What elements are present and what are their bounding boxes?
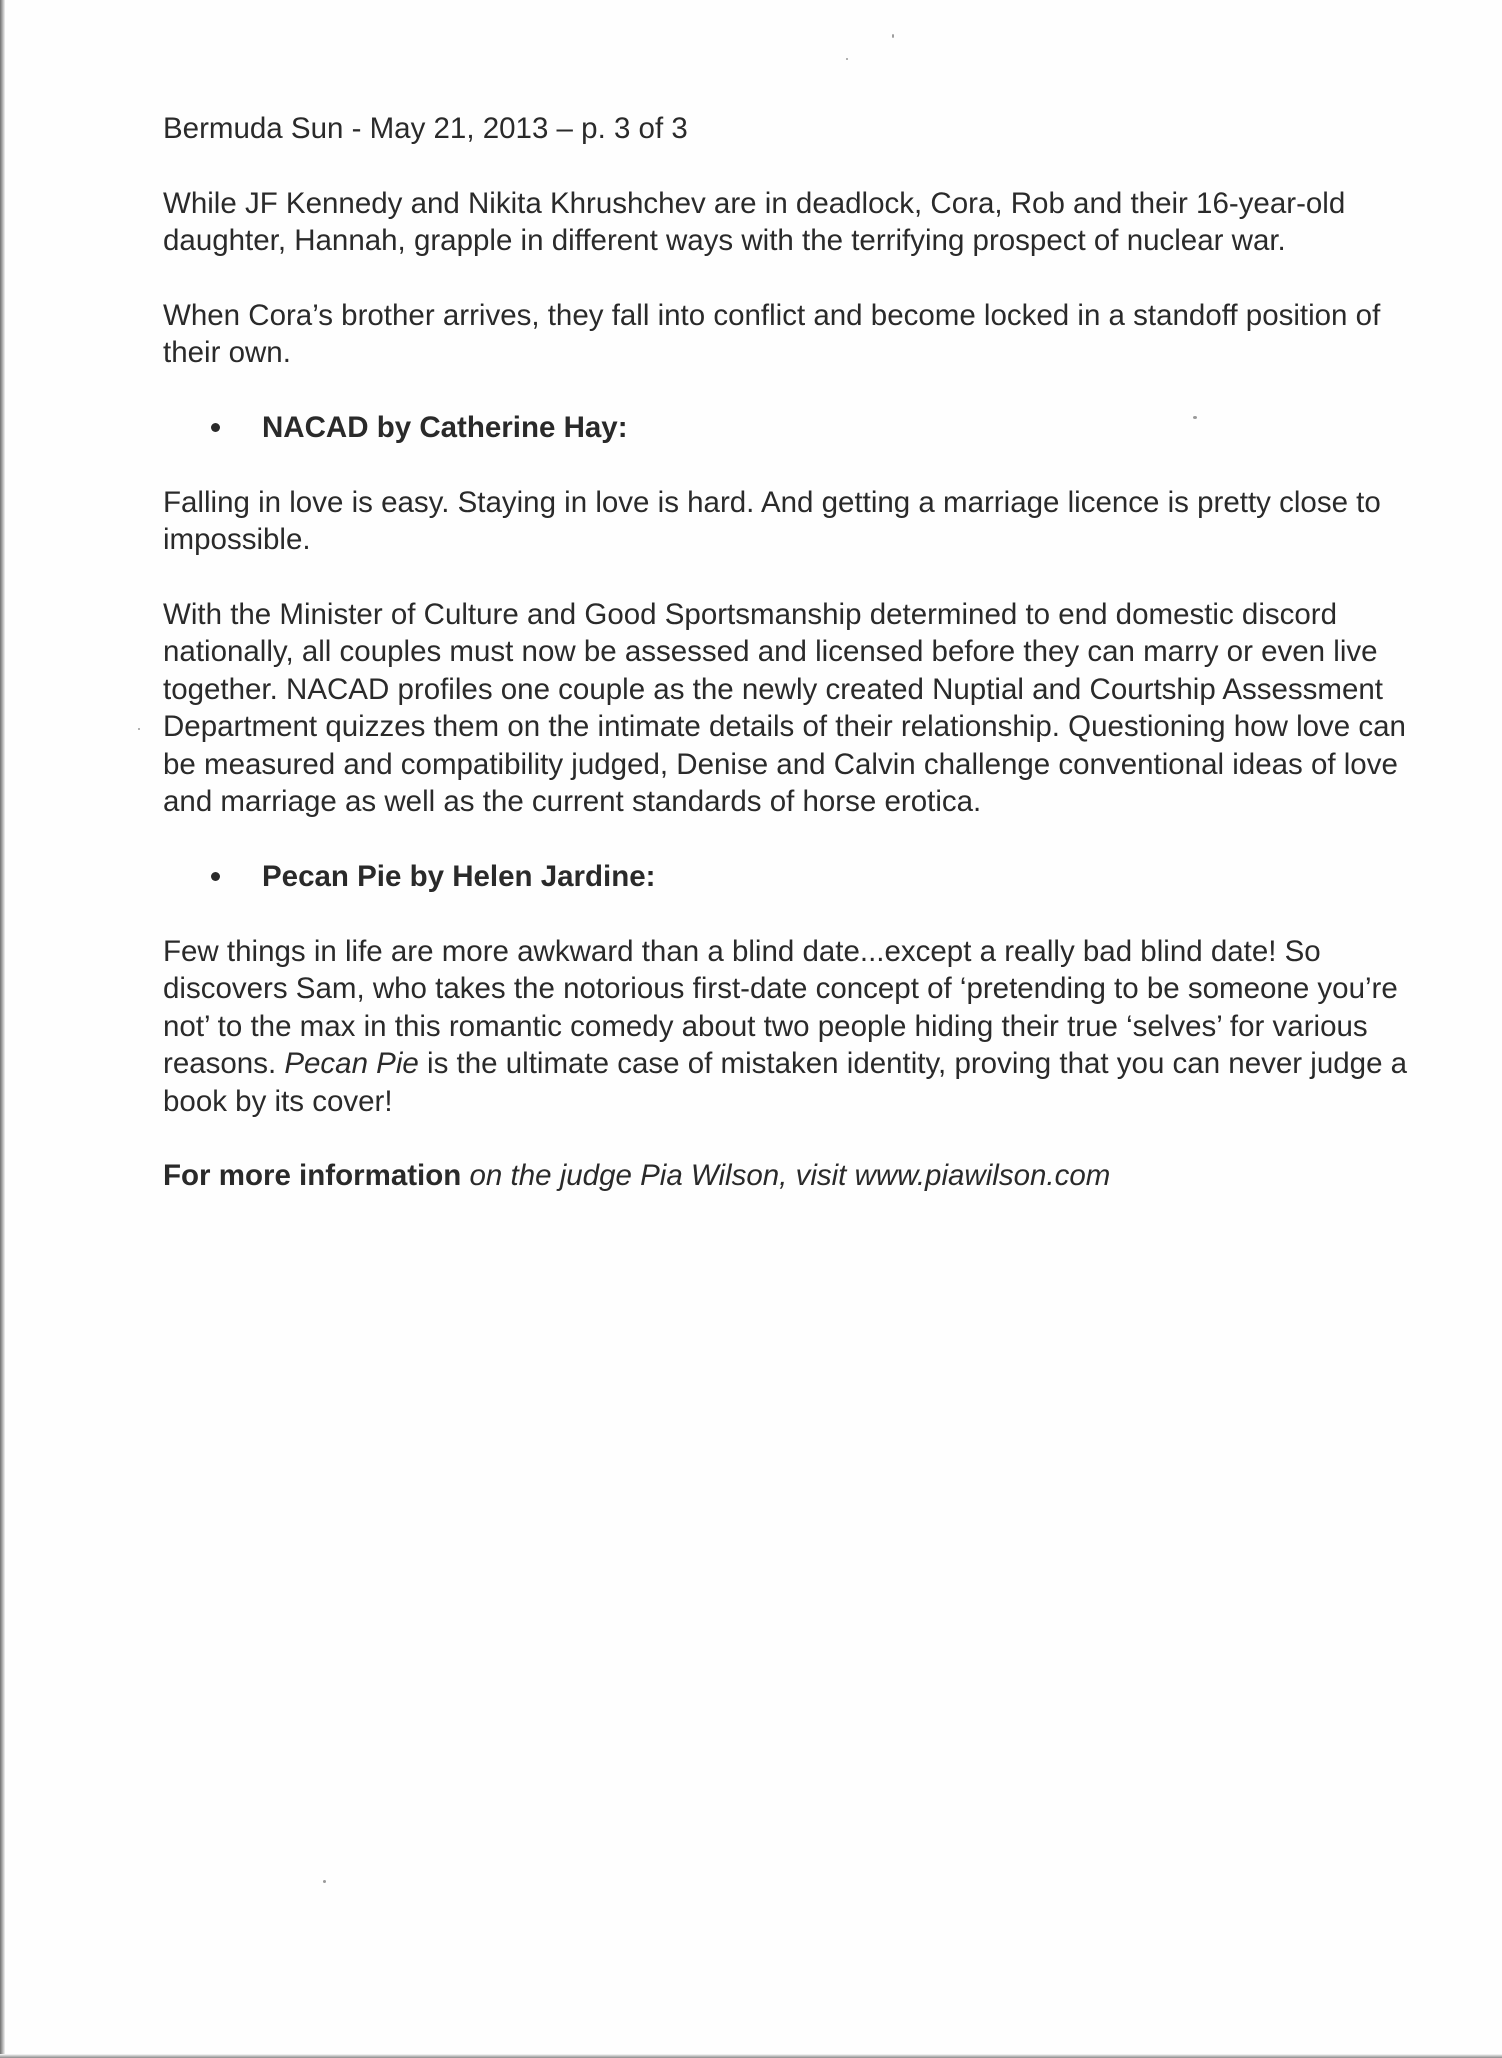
nacad-paragraph-2: With the Minister of Culture and Good Sportsmanship determined to end domestic discord nationally, all couples must now be assessed and licensed before they can marry or even live together. NACAD profiles one couple as the newly created Nuptial and Courtship Assessment Department quizzes them on the intimate details of their relationship. Questioning how love can be measured and compatibility judged, Denise and Calvin challenge conventional ideas of love and marriage as well as the current standards of horse erotica.	[163, 597, 1406, 818]
footer-bold-text: For more information	[163, 1159, 462, 1192]
pecan-pie-italic-title: Pecan Pie	[284, 1047, 419, 1080]
footer-italic-text: on the judge Pia Wilson, visit www.piawilson.com	[461, 1159, 1111, 1192]
scan-speck	[138, 728, 140, 730]
pecan-pie-title: Pecan Pie by Helen Jardine:	[262, 859, 656, 893]
nacad-bullet-heading	[163, 409, 1433, 447]
pecan-pie-text-part1: Few things in life are more awkward than a blind date...except a really bad blind date! So discovers Sam, who takes the notorious first-date concept of ‘pretending to be someone you’re not’ to the max in this romantic comedy about two people hiding their true ‘selves’ for various reasons.	[163, 934, 1398, 1080]
document-body	[163, 110, 1433, 1224]
scan-bottom-edge	[0, 2054, 1502, 2058]
scan-left-edge	[0, 0, 5, 2058]
intro-paragraph-2: When Cora’s brother arrives, they fall into conflict and become locked in a standoff position of their own.	[163, 298, 1381, 369]
bullet-icon	[211, 423, 220, 432]
nacad-title: NACAD by Catherine Hay:	[262, 410, 628, 444]
pecan-pie-bullet-heading	[163, 858, 1433, 896]
scan-speck	[892, 34, 894, 38]
footer-info-line	[163, 1157, 1433, 1195]
nacad-paragraph-1: Falling in love is easy. Staying in love is hard. And getting a marriage licence is pretty close to impossible.	[163, 485, 1381, 556]
bullet-icon	[211, 872, 220, 881]
scan-speck	[846, 58, 848, 60]
pecan-pie-text-part2: is the ultimate case of mistaken identity, proving that you can never judge a book by its cover!	[163, 1047, 1408, 1118]
intro-paragraph-1: While JF Kennedy and Nikita Khrushchev are in deadlock, Cora, Rob and their 16-year-old daughter, Hannah, grapple in different ways with the terrifying prospect of nuclear war.	[163, 186, 1346, 257]
document-header: Bermuda Sun - May 21, 2013 – p. 3 of 3	[163, 112, 688, 145]
scan-speck	[323, 1880, 326, 1883]
pecan-pie-paragraph	[163, 933, 1433, 1121]
